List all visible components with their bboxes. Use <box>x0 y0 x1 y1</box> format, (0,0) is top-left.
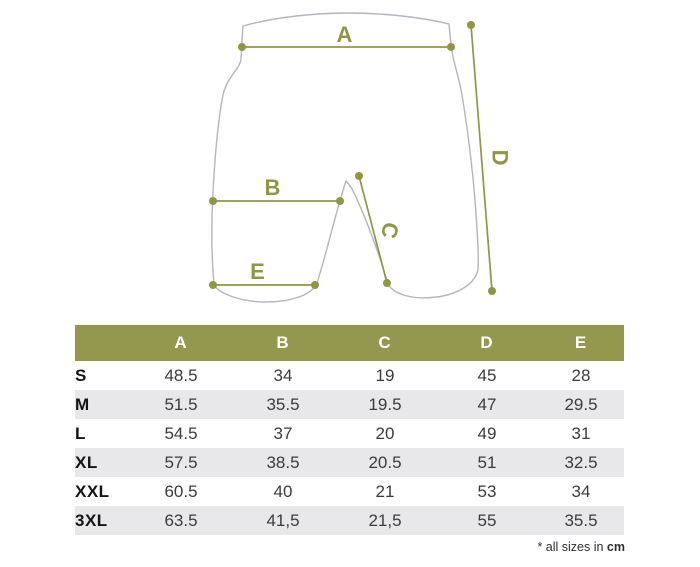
value-cell: 47 <box>477 394 497 414</box>
measure-line-a <box>238 22 455 51</box>
table-row <box>75 419 624 448</box>
label-d: D <box>487 149 513 167</box>
measure-line-b <box>209 175 344 205</box>
label-b: B <box>264 175 282 200</box>
size-label: S <box>75 365 87 385</box>
value-cell: 57.5 <box>164 452 198 472</box>
column-header-e: E <box>538 325 624 361</box>
measure-line-c <box>355 172 404 287</box>
column-header-c: C <box>334 325 436 361</box>
label-a: A <box>336 22 354 47</box>
size-column-header <box>75 325 130 361</box>
size-label: XXL <box>75 481 110 501</box>
header-row <box>75 325 624 361</box>
value-cell: 38.5 <box>266 452 300 472</box>
value-cell: 21 <box>375 481 395 501</box>
measure-line-d <box>467 21 512 295</box>
table-row <box>75 506 624 535</box>
size-label: XL <box>75 452 98 472</box>
value-cell: 21,5 <box>368 510 402 530</box>
size-table-container <box>75 325 624 535</box>
label-e: E <box>250 259 266 284</box>
size-label: 3XL <box>75 510 108 530</box>
units-note-text: * all sizes in <box>537 540 607 554</box>
table-row <box>75 477 624 506</box>
units-note-unit: cm <box>606 540 625 554</box>
measure-line-e <box>209 259 319 289</box>
value-cell: 37 <box>273 423 293 443</box>
size-label: L <box>75 423 86 443</box>
label-c: C <box>375 219 404 242</box>
value-cell: 34 <box>571 481 591 501</box>
value-cell: 41,5 <box>266 510 300 530</box>
value-cell: 49 <box>477 423 497 443</box>
value-cell: 19.5 <box>368 394 402 414</box>
value-cell: 48.5 <box>164 365 198 385</box>
size-table <box>75 325 624 535</box>
value-cell: 31 <box>571 423 591 443</box>
units-note <box>537 540 625 554</box>
value-cell: 32.5 <box>564 452 598 472</box>
value-cell: 28 <box>571 365 591 385</box>
value-cell: 51 <box>477 452 497 472</box>
value-cell: 45 <box>477 365 497 385</box>
value-cell: 40 <box>273 481 293 501</box>
value-cell: 63.5 <box>164 510 198 530</box>
column-header-a: A <box>130 325 232 361</box>
column-header-d: D <box>436 325 538 361</box>
value-cell: 19 <box>375 365 395 385</box>
value-cell: 35.5 <box>266 394 300 414</box>
value-cell: 29.5 <box>564 394 598 414</box>
value-cell: 51.5 <box>164 394 198 414</box>
value-cell: 20.5 <box>368 452 402 472</box>
column-header-b: B <box>232 325 334 361</box>
value-cell: 20 <box>375 423 395 443</box>
value-cell: 53 <box>477 481 497 501</box>
table-row <box>75 448 624 477</box>
value-cell: 54.5 <box>164 423 198 443</box>
table-row <box>75 390 624 419</box>
value-cell: 55 <box>477 510 497 530</box>
table-row <box>75 361 624 390</box>
value-cell: 34 <box>273 365 293 385</box>
value-cell: 60.5 <box>164 481 198 501</box>
size-label: M <box>75 394 90 414</box>
value-cell: 35.5 <box>564 510 598 530</box>
